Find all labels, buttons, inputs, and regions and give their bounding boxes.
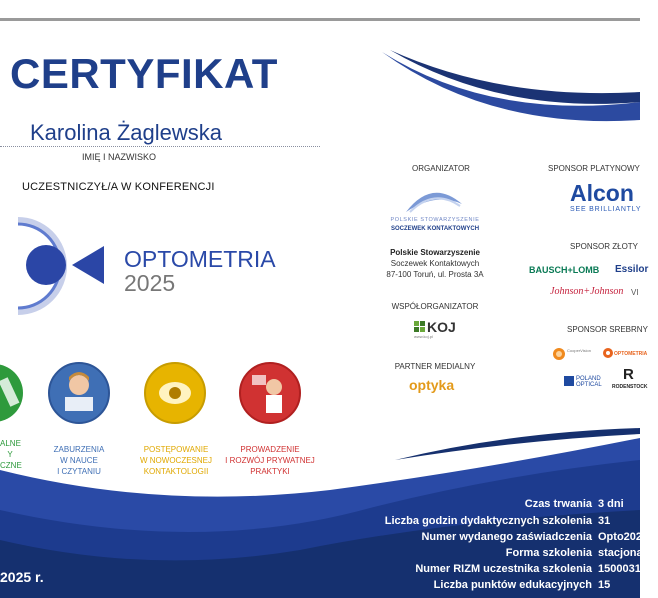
detail-row [370, 547, 643, 564]
organizer-logo-line2: SOCZEWEK KONTAKTOWYCH [390, 226, 480, 232]
detail-label: Liczba godzin dydaktycznych szkolenia [384, 515, 592, 527]
topic-label-4: PROWADZENIE I ROZWÓJ PRYWATNEJ PRAKTYKI [225, 445, 315, 476]
top-divider [0, 18, 640, 21]
koj-logo-icon [414, 321, 426, 333]
top-right-wave [370, 40, 640, 120]
detail-value: 3 dni [598, 498, 624, 510]
detail-row [370, 531, 643, 548]
detail-label: Numer RIZM uczestnika szkolenia [415, 563, 592, 575]
conference-year: 2025 [124, 270, 176, 296]
organizer-lens-logo-icon [402, 184, 466, 220]
silver-sponsor-logo-1: CooperVision [567, 348, 591, 353]
poland-optical-logo-icon [564, 376, 574, 386]
organizer-address: 87-100 Toruń, ul. Prosta 3A [386, 270, 484, 279]
name-underline [0, 146, 320, 147]
rodenstock-logo-icon: R [623, 366, 634, 383]
topic-badge-2-icon [47, 361, 111, 425]
certificate-date: 2025 r. [0, 569, 44, 585]
topic-badge-3-icon [143, 361, 207, 425]
coopervision-logo-icon [552, 347, 566, 361]
silver-sponsor-logo-3: POLAND OPTICAL [576, 376, 602, 388]
topic-label-1: ALNE Y CZNE [0, 439, 22, 470]
silver-sponsor-logo-4: RODENSTOCK [612, 384, 648, 390]
name-caption: IMIĘ I NAZWISKO [82, 152, 157, 162]
detail-label: Forma szkolenia [505, 547, 592, 559]
optometria-logo-icon [0, 212, 120, 320]
conference-name: OPTOMETRIA [124, 246, 276, 272]
organizer-heading: ORGANIZATOR [412, 164, 470, 173]
detail-row [370, 498, 640, 515]
organizer-logo-line1: POLSKIE STOWARZYSZENIE [390, 217, 480, 223]
participant-name: Karolina Żaglewska [30, 120, 222, 145]
topic-badge-4-icon [238, 361, 302, 425]
platinum-sponsor-heading: SPONSOR PLATYNOWY [548, 164, 640, 173]
detail-value: stacjona [598, 547, 643, 559]
optometria-small-logo-icon [602, 347, 614, 359]
media-partner-logo: optyka [409, 377, 455, 393]
detail-value: 31 [598, 515, 611, 527]
platinum-sponsor-logo: Alcon [570, 180, 634, 206]
organizer-name: Polskie Stowarzyszenie [390, 248, 480, 257]
silver-sponsor-heading: SPONSOR SREBRNY [567, 325, 648, 334]
detail-row [370, 515, 640, 532]
coorganizer-logo-sub: www.koj.pl [414, 334, 433, 339]
topic-label-3: POSTĘPOWANIE W NOWOCZESNEJ KONTAKTOLOGII [140, 445, 212, 476]
detail-value: Opto202 [598, 531, 643, 543]
platinum-sponsor-tagline: SEE BRILLIANTLY [570, 206, 642, 213]
organizer-name-2: Soczewek Kontaktowych [390, 259, 480, 268]
coorganizer-heading: WSPÓŁORGANIZATOR [391, 302, 479, 311]
detail-value: 15 [598, 579, 611, 591]
gold-sponsor-heading: SPONSOR ZŁOTY [570, 242, 639, 251]
detail-row [370, 579, 640, 596]
participation-statement: UCZESTNICZYŁ/A W KONFERENCJI [22, 181, 215, 193]
topic-label-2: ZABURZENIA W NAUCE I CZYTANIU [53, 445, 105, 476]
gold-sponsor-logo-3: Johnson+Johnson [550, 286, 624, 297]
gold-sponsor-logo-2: Essilor [615, 264, 649, 275]
coorganizer-logo: KOJ [427, 319, 456, 335]
detail-label: Czas trwania [524, 498, 592, 510]
silver-sponsor-logo-2: OPTOMETRIA [614, 351, 648, 357]
topic-badge-1-icon [0, 362, 26, 424]
gold-sponsor-logo-1: BAUSCH+LOMB [529, 265, 600, 275]
gold-sponsor-logo-3-suffix: VI [631, 288, 639, 297]
detail-value: 1500031 [598, 563, 641, 575]
certificate-title: CERTYFIKAT [10, 50, 278, 97]
detail-row [370, 563, 640, 580]
media-partner-heading: PARTNER MEDIALNY [394, 362, 476, 371]
detail-label: Liczba punktów edukacyjnych [433, 579, 592, 591]
detail-label: Numer wydanego zaświadczenia [421, 531, 592, 543]
